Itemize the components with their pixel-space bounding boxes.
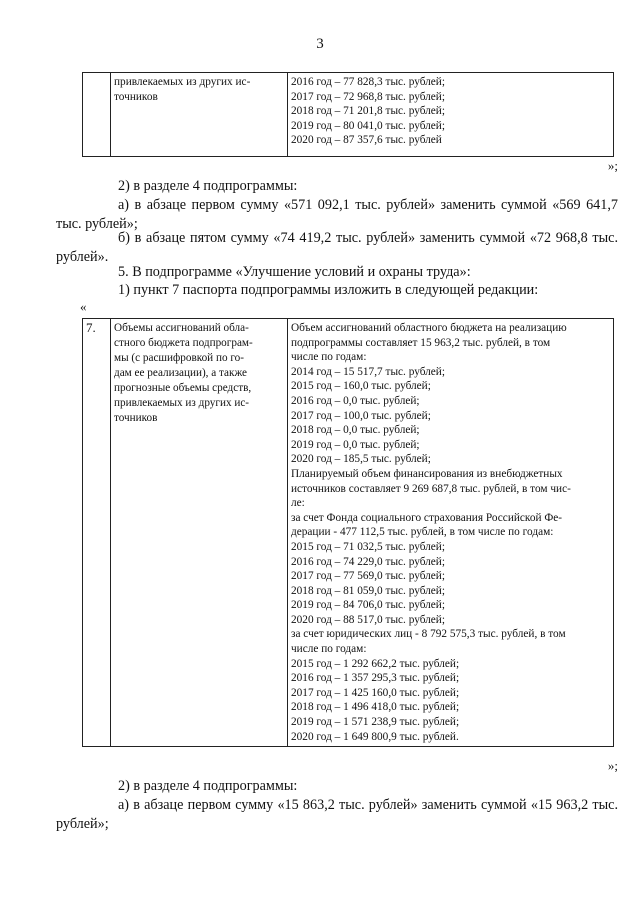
- page-number: 3: [316, 36, 324, 52]
- funding-line: 2018 год – 81 059,0 тыс. рублей;: [291, 584, 445, 597]
- funding-line: 2017 год – 1 425 160,0 тыс. рублей;: [291, 686, 460, 699]
- funding-line: 2016 год – 74 229,0 тыс. рублей;: [291, 555, 445, 568]
- table-top-label-line: точников: [114, 90, 158, 103]
- paragraph-section-4: 2) в разделе 4 подпрограммы:: [118, 178, 298, 194]
- funding-line: Планируемый объем финансирования из внебюджетных: [291, 467, 563, 480]
- paragraph-replace-b: б) в абзаце пятом сумму «74 419,2 тыс. рублей» заменить суммой «72 968,8 тыс. рублей».: [56, 230, 618, 266]
- table-top: [82, 72, 614, 157]
- funding-line: ле:: [291, 497, 305, 510]
- funding-line: 2015 год – 160,0 тыс. рублей;: [291, 380, 431, 393]
- paragraph-subprogram-5: 5. В подпрограмме «Улучшение условий и охраны труда»:: [118, 264, 471, 280]
- year-line: 2018 год – 71 201,8 тыс. рублей;: [291, 105, 445, 118]
- opening-quote: «: [80, 299, 87, 314]
- closing-quote-1: »;: [607, 158, 618, 173]
- funding-line: 2019 год – 84 706,0 тыс. рублей;: [291, 599, 445, 612]
- funding-line: 2015 год – 1 292 662,2 тыс. рублей;: [291, 657, 460, 670]
- paragraph-item-7: 1) пункт 7 паспорта подпрограммы изложить в следующей редакции:: [118, 282, 539, 298]
- year-line: 2020 год – 87 357,6 тыс. рублей: [291, 134, 442, 147]
- table-top-label-cell: [111, 73, 288, 157]
- funding-line: 2014 год – 15 517,7 тыс. рублей;: [291, 365, 445, 378]
- paragraph-replace-a: а) в абзаце первом сумму «571 092,1 тыс. рублей» заменить суммой «569 641,7 тыс. рублей»;: [56, 197, 618, 233]
- funding-line: 2019 год – 1 571 238,9 тыс. рублей;: [291, 716, 460, 729]
- funding-line: источников составляет 9 269 687,8 тыс. рублей, в том чис-: [291, 482, 571, 495]
- label-line: точников: [114, 412, 158, 424]
- label-line: Объемы ассигнований обла-: [114, 322, 249, 334]
- funding-line: 2018 год – 0,0 тыс. рублей;: [291, 424, 420, 437]
- item-label-cell: [111, 319, 288, 747]
- table-passport-item-7: [82, 318, 614, 747]
- funding-line: числе по годам:: [291, 643, 367, 656]
- funding-line: Объем ассигнований областного бюджета на реализацию: [291, 322, 567, 334]
- item-number-cell: 7.: [83, 319, 111, 747]
- funding-line: 2015 год – 71 032,5 тыс. рублей;: [291, 540, 445, 553]
- year-line: 2017 год – 72 968,8 тыс. рублей;: [291, 90, 445, 103]
- table-top-value-cell: [288, 73, 614, 157]
- year-line: 2016 год – 77 828,3 тыс. рублей;: [291, 76, 445, 88]
- funding-line: за счет юридических лиц - 8 792 575,3 тыс. рублей, в том: [291, 628, 566, 641]
- item-funding-cell: [288, 319, 614, 747]
- paragraph-section-4-b: 2) в разделе 4 подпрограммы:: [118, 778, 298, 794]
- table-top-label-line: привлекаемых из других ис-: [114, 76, 251, 88]
- funding-line: подпрограммы составляет 15 963,2 тыс. рублей, в том: [291, 336, 551, 349]
- paragraph-replace-a-2: а) в абзаце первом сумму «15 863,2 тыс. рублей» заменить суммой «15 963,2 тыс. рублей»;: [56, 797, 618, 833]
- funding-line: 2017 год – 77 569,0 тыс. рублей;: [291, 570, 445, 583]
- year-line: 2019 год – 80 041,0 тыс. рублей;: [291, 119, 445, 132]
- label-line: мы (с расшифровкой по го-: [114, 352, 244, 364]
- funding-line: числе по годам:: [291, 351, 367, 364]
- label-line: прогнозные объемы средств,: [114, 382, 252, 394]
- funding-line: дерации - 477 112,5 тыс. рублей, в том числе по годам:: [291, 526, 554, 539]
- funding-line: за счет Фонда социального страхования Российской Фе-: [291, 511, 563, 524]
- funding-line: 2017 год – 100,0 тыс. рублей;: [291, 409, 431, 422]
- funding-line: 2018 год – 1 496 418,0 тыс. рублей;: [291, 701, 460, 714]
- table-top-number-cell: [83, 73, 111, 157]
- funding-line: 2019 год – 0,0 тыс. рублей;: [291, 438, 420, 451]
- funding-line: 2016 год – 0,0 тыс. рублей;: [291, 394, 420, 407]
- funding-line: 2020 год – 88 517,0 тыс. рублей;: [291, 613, 445, 626]
- label-line: дам ее реализации), а также: [114, 367, 247, 379]
- label-line: привлекаемых из других ис-: [114, 397, 250, 409]
- funding-line: 2020 год – 1 649 800,9 тыс. рублей.: [291, 730, 459, 743]
- funding-line: 2020 год – 185,5 тыс. рублей;: [291, 453, 431, 466]
- funding-line: 2016 год – 1 357 295,3 тыс. рублей;: [291, 672, 460, 685]
- closing-quote-2: »;: [607, 758, 618, 773]
- label-line: стного бюджета подпрограм-: [114, 337, 253, 349]
